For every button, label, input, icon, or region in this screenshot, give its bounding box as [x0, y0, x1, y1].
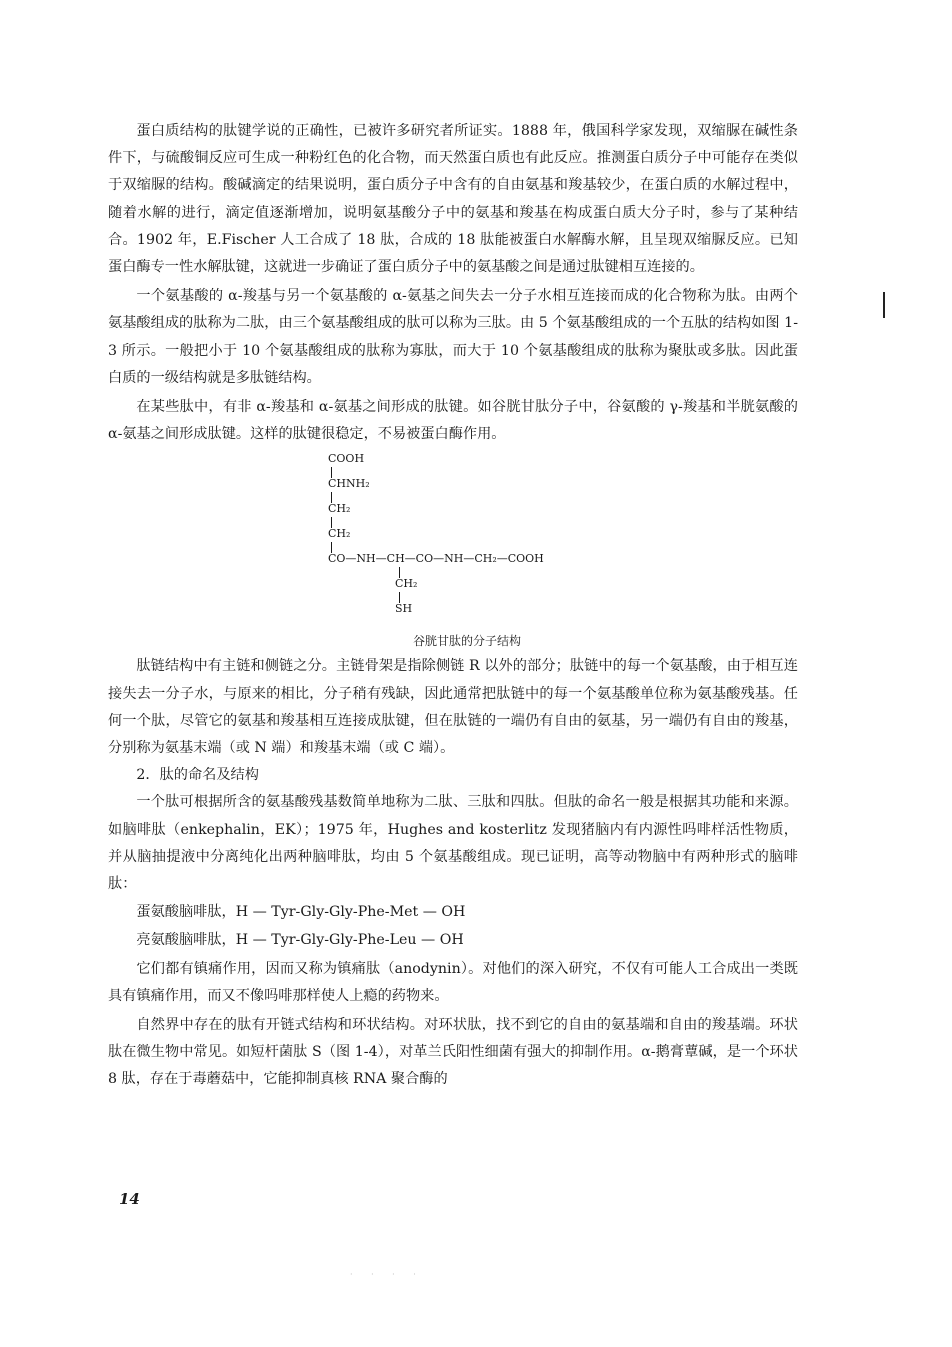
margin-mark — [883, 292, 885, 318]
chem-chnh2: CHNH₂ — [328, 477, 370, 491]
paragraph: 它们都有镇痛作用，因而又称为镇痛肽（anodynin）。对他们的深入研究，不仅有可能人工合成出一类既具有镇痛作用，而又不像吗啡那样使人上瘾的药物来。 — [108, 960, 798, 1004]
paragraph: 蛋白质结构的肽键学说的正确性，已被许多研究者所证实。1888 年，俄国科学家发现，双缩脲在碱性条件下，与硫酸铜反应可生成一种粉红色的化合物，而天然蛋白质也有此反应。推测蛋白质分子中可能存在类似于双缩脲的结构。酸碱滴定的结果说明，蛋白质分子中含有的自由氨基和羧基较少，在蛋白质的水解过程中，随着水解的进行，滴定值逐渐增加，说明氨基酸分子中的氨基和羧基在构成蛋白质大分子时，参与了某种结合。1902 年，E.Fischer 人工合成了 18 肽，合成的 18 肽能被蛋白水解酶水解，且呈现双缩脲反应。已知蛋白酶专一性水解肽键，这就进一步确证了蛋白质分子中的氨基酸之间是通过肽键相互连接的。 — [108, 123, 798, 276]
figure-caption: 谷胱甘肽的分子结构 — [412, 634, 521, 649]
page-body — [108, 118, 798, 1094]
chem-ch2-a: CH₂ — [328, 502, 351, 516]
chem-cooh: COOH — [328, 452, 365, 466]
chem-ch2-b: CH₂ — [328, 527, 351, 541]
scan-artifact: · · · · — [350, 1270, 424, 1279]
page-number: 14 — [119, 1190, 140, 1208]
paragraph: 肽链结构中有主链和侧链之分。主链骨架是指除侧链 R 以外的部分；肽链中的每一个氨基酸，由于相互连接失去一分子水，与原来的相比，分子稍有残缺，因此通常把肽链中的每一个氨基酸单位称为氨基酸残基。任何一个肽，尽管它的氨基和羧基相互连接成肽键，但在肽链的一端仍有自由的氨基，另一端仍有自由的羧基，分别称为氨基末端（或 N 端）和羧基末端（或 C 端）。 — [108, 658, 798, 757]
formula-leu-enkephalin: 亮氨酸脑啡肽，H — Tyr-Gly-Gly-Phe-Leu — OH — [136, 932, 464, 949]
chem-sh: SH — [395, 602, 413, 616]
section-heading: 2．肽的命名及结构 — [136, 767, 259, 784]
paragraph: 自然界中存在的肽有开链式结构和环状结构。对环状肽，找不到它的自由的氨基端和自由的羧基端。环状肽在微生物中常见。如短杆菌肽 S（图 1-4），对革兰氏阳性细菌有强大的抑制作用。α-鹅膏蕈碱，是一个环状 8 肽，存在于毒蘑菇中，它能抑制真核 RNA 聚合酶的 — [108, 1017, 798, 1088]
paragraph: 一个肽可根据所含的氨基酸残基数简单地称为二肽、三肽和四肽。但肽的命名一般是根据其功能和来源。如脑啡肽（enkephalin，EK）；1975 年，Hughes and kosterlitz 发现猪脑内有内源性吗啡样活性物质，并从脑抽提液中分离纯化出两种脑啡肽，均由 5 个氨基酸组成。现已证明，高等动物脑中有两种形式的脑啡肽： — [108, 794, 798, 893]
chem-main-chain: CO—NH—CH—CO—NH—CH₂—COOH — [328, 552, 544, 566]
formula-met-enkephalin: 蛋氨酸脑啡肽，H — Tyr-Gly-Gly-Phe-Met — OH — [136, 904, 466, 921]
glutathione-structure — [108, 448, 798, 633]
paragraph: 一个氨基酸的 α-羧基与另一个氨基酸的 α-氨基之间失去一分子水相互连接而成的化合物称为肽。由两个氨基酸组成的肽称为二肽，由三个氨基酸组成的肽可以称为三肽。由 5 个氨基酸组成的一个五肽的结构如图 1-3 所示。一般把小于 10 个氨基酸组成的肽称为寡肽，而大于 10 个氨基酸组成的肽称为聚肽或多肽。因此蛋白质的一级结构就是多肽链结构。 — [108, 288, 798, 386]
chem-ch2-c: CH₂ — [395, 577, 418, 591]
paragraph: 在某些肽中，有非 α-羧基和 α-氨基之间形成的肽键。如谷胱甘肽分子中，谷氨酸的 γ-羧基和半胱氨酸的 α-氨基之间形成肽键。这样的肽键很稳定，不易被蛋白酶作用。 — [108, 399, 798, 443]
